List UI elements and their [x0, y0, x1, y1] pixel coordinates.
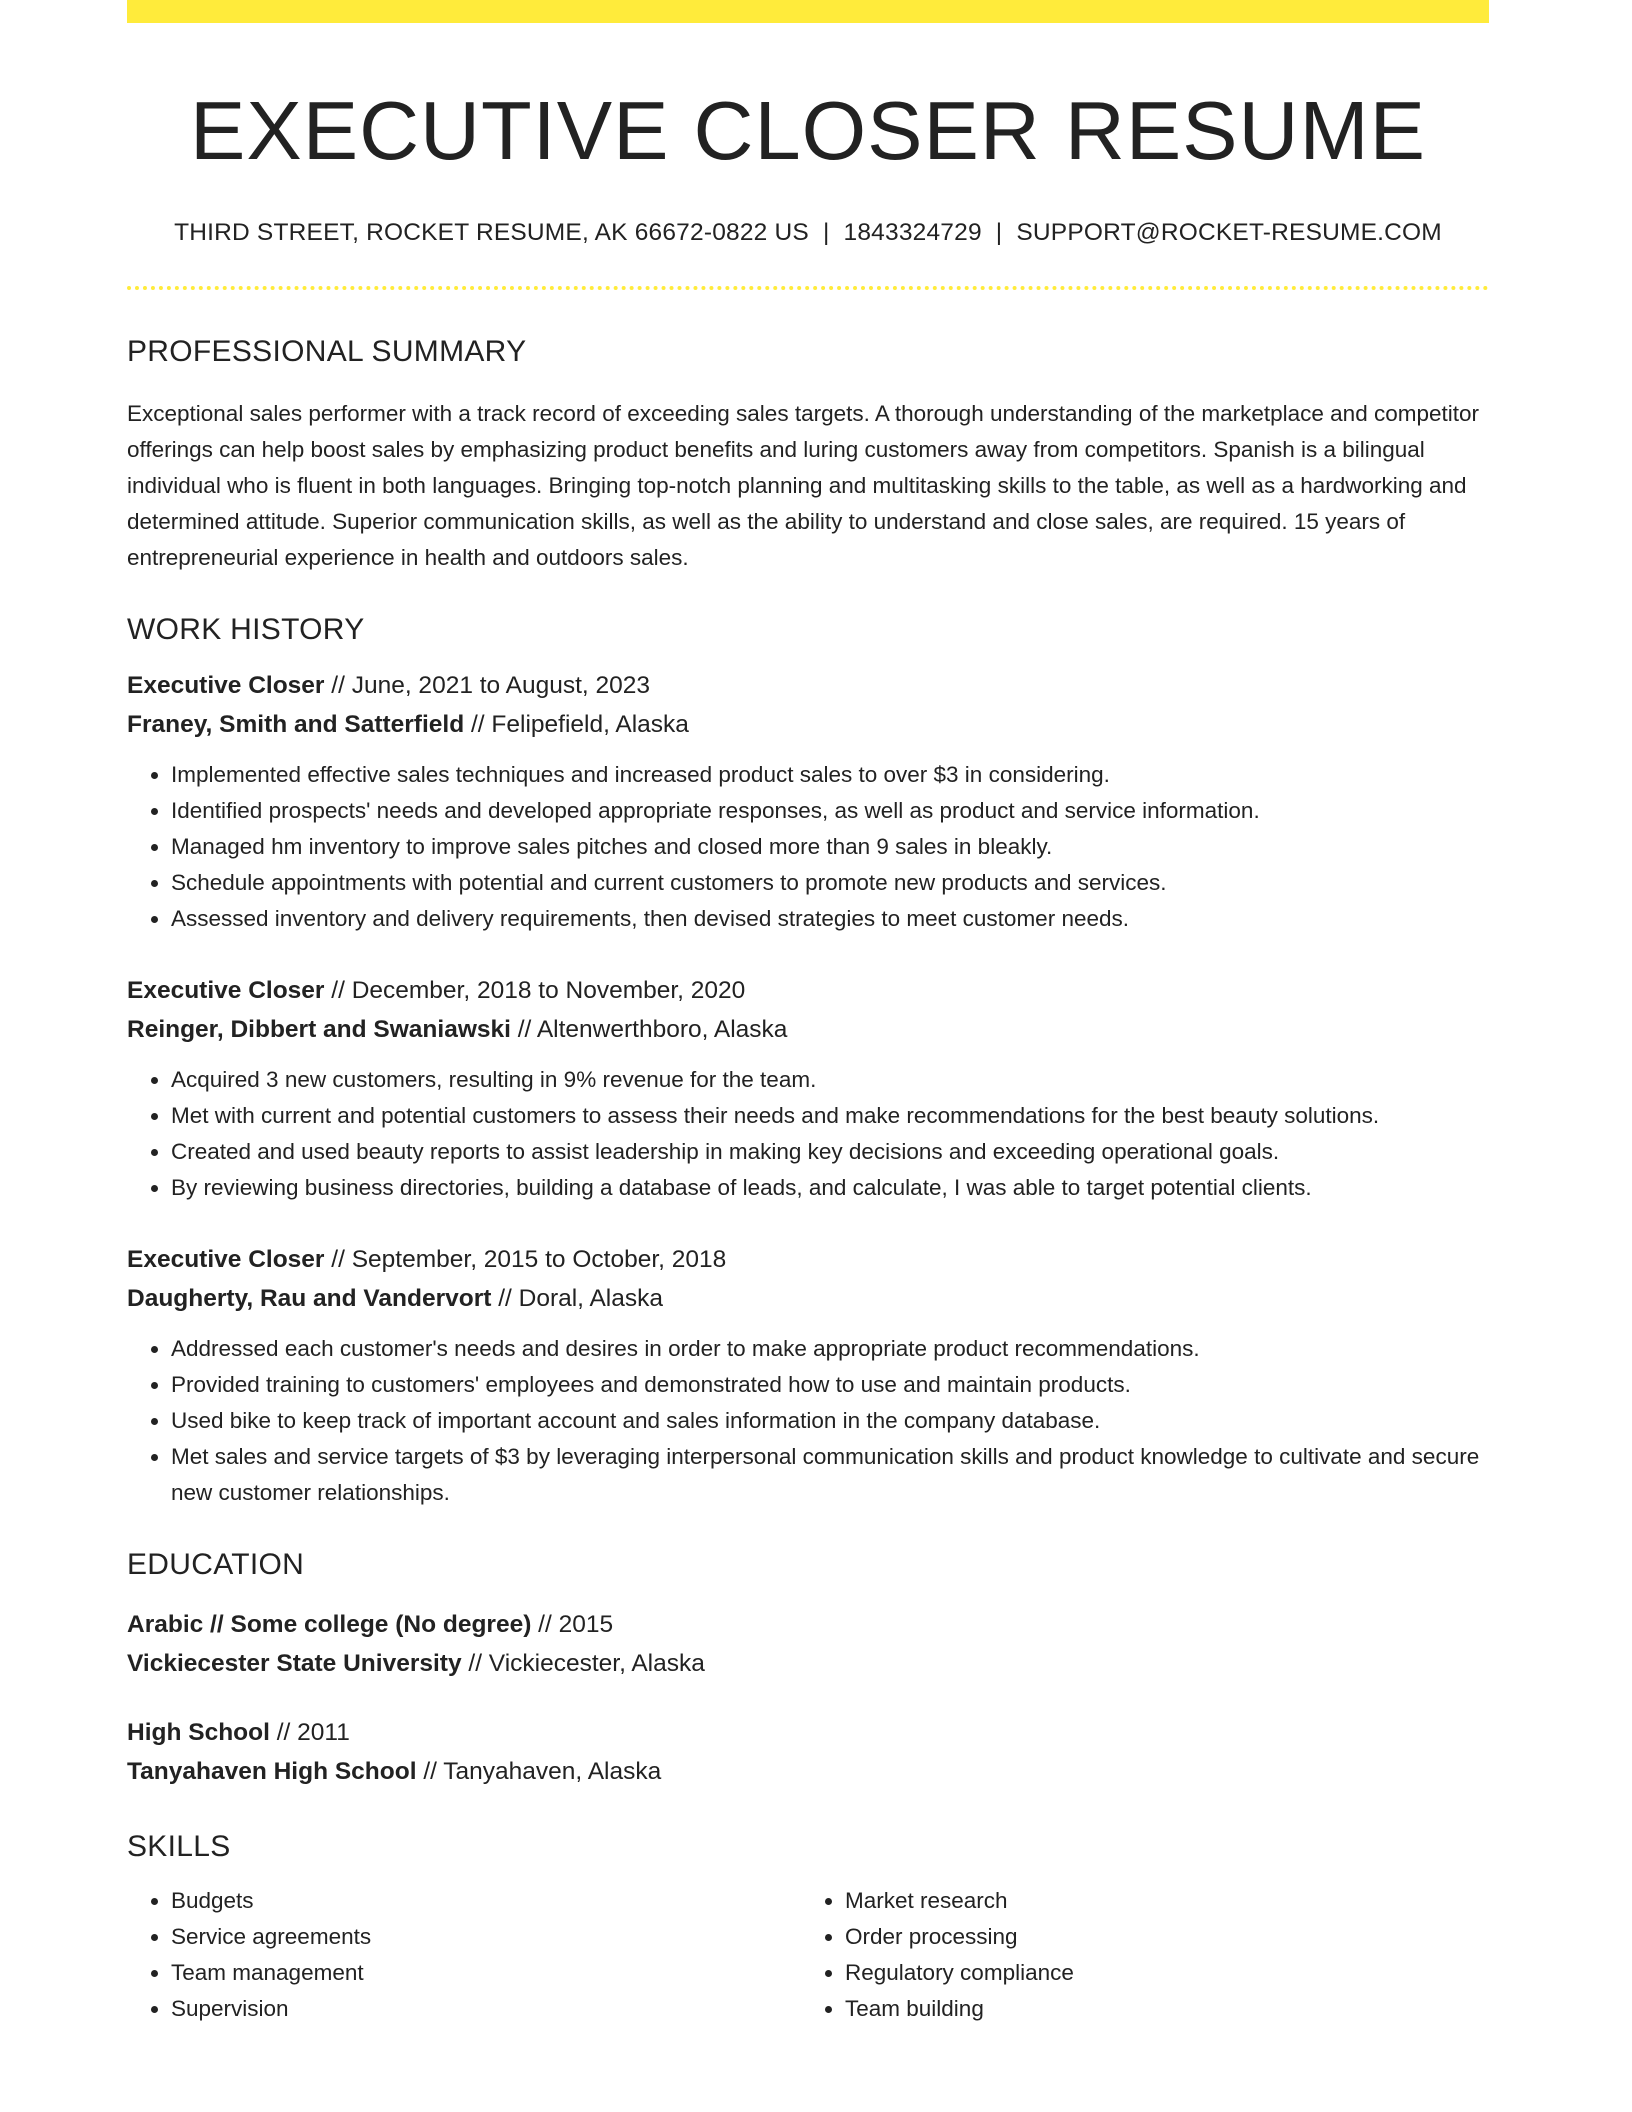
job-location: // Doral, Alaska: [491, 1284, 663, 1312]
education-entry: [127, 1713, 1489, 1791]
job-title-line: [127, 1240, 1489, 1279]
education-school-line: [127, 1752, 1489, 1791]
skill-item: • Team building: [845, 1991, 1475, 2027]
job-bullets: [127, 1331, 1489, 1511]
skills-column-left: [127, 1883, 801, 2027]
job-dates: // June, 2021 to August, 2023: [324, 671, 651, 699]
job-role: Executive Closer: [127, 976, 325, 1004]
job-role: Executive Closer: [127, 671, 325, 699]
job-title-line: [127, 971, 1489, 1010]
skill-item: • Team management: [171, 1955, 801, 1991]
job-company-line: [127, 705, 1489, 744]
list-item: • Managed hm inventory to improve sales pitches and closed more than 9 sales in bleakly.: [171, 829, 1489, 865]
resume-title: EXECUTIVE CLOSER RESUME: [190, 84, 1426, 177]
dotted-divider: [127, 286, 1489, 290]
skill-item: • Budgets: [171, 1883, 801, 1919]
contact-phone: 1843324729: [843, 219, 982, 247]
list-item: • Met sales and service targets of $3 by leveraging interpersonal communication skills and product knowledge to cultivate and secure new customer relationships.: [171, 1439, 1489, 1511]
education-school: Tanyahaven High School: [127, 1757, 417, 1785]
job-entry: [127, 971, 1489, 1206]
education-degree: High School: [127, 1718, 270, 1746]
education-entry: [127, 1605, 1489, 1683]
list-item: • Schedule appointments with potential and current customers to promote new products and services.: [171, 865, 1489, 901]
education-degree-line: [127, 1605, 1489, 1644]
job-company: Franey, Smith and Satterfield: [127, 710, 465, 738]
list-item: • Provided training to customers' employees and demonstrated how to use and maintain products.: [171, 1367, 1489, 1403]
section-title-work-history: WORK HISTORY: [127, 612, 365, 646]
skill-item: • Supervision: [171, 1991, 801, 2027]
accent-top-bar: [127, 0, 1489, 23]
job-company-line: [127, 1279, 1489, 1318]
education-location: // Tanyahaven, Alaska: [416, 1757, 662, 1785]
list-item: • Used bike to keep track of important account and sales information in the company database.: [171, 1403, 1489, 1439]
job-company-line: [127, 1010, 1489, 1049]
skill-item: • Market research: [845, 1883, 1475, 1919]
skill-item: • Regulatory compliance: [845, 1955, 1475, 1991]
education-year: // 2011: [269, 1718, 350, 1746]
list-item: • Implemented effective sales techniques and increased product sales to over $3 in considering.: [171, 757, 1489, 793]
list-item: • Created and used beauty reports to assist leadership in making key decisions and exceeding operational goals.: [171, 1134, 1489, 1170]
section-title-summary: PROFESSIONAL SUMMARY: [127, 334, 527, 368]
skill-item: • Service agreements: [171, 1919, 801, 1955]
education-year: // 2015: [531, 1610, 614, 1638]
section-title-skills: SKILLS: [127, 1829, 231, 1863]
job-company: Reinger, Dibbert and Swaniawski: [127, 1015, 511, 1043]
job-entry: [127, 1240, 1489, 1511]
contact-email: SUPPORT@ROCKET-RESUME.COM: [1016, 219, 1442, 247]
job-role: Executive Closer: [127, 1245, 325, 1273]
education-degree: Arabic // Some college (No degree): [127, 1610, 532, 1638]
contact-line: [127, 218, 1489, 247]
job-dates: // December, 2018 to November, 2020: [324, 976, 746, 1004]
contact-separator: |: [995, 219, 1003, 247]
skills-grid: [127, 1883, 1489, 2027]
job-title-line: [127, 666, 1489, 705]
skill-item: • Order processing: [845, 1919, 1475, 1955]
list-item: • Identified prospects' needs and developed appropriate responses, as well as product and service information.: [171, 793, 1489, 829]
skills-column-right: [801, 1883, 1475, 2027]
section-title-education: EDUCATION: [127, 1547, 305, 1581]
job-location: // Felipefield, Alaska: [464, 710, 689, 738]
list-item: • Met with current and potential customers to assess their needs and make recommendations for the best beauty solutions.: [171, 1098, 1489, 1134]
list-item: • Addressed each customer's needs and desires in order to make appropriate product recommendations.: [171, 1331, 1489, 1367]
education-school: Vickiecester State University: [127, 1649, 462, 1677]
list-item: • Acquired 3 new customers, resulting in 9% revenue for the team.: [171, 1062, 1489, 1098]
job-bullets: [127, 757, 1489, 937]
contact-separator: |: [822, 219, 830, 247]
job-company: Daugherty, Rau and Vandervort: [127, 1284, 492, 1312]
contact-address: THIRD STREET, ROCKET RESUME, AK 66672-0822 US: [174, 219, 809, 247]
job-dates: // September, 2015 to October, 2018: [324, 1245, 727, 1273]
list-item: • By reviewing business directories, building a database of leads, and calculate, I was able to target potential clients.: [171, 1170, 1489, 1206]
education-degree-line: [127, 1713, 1489, 1752]
education-school-line: [127, 1644, 1489, 1683]
job-entry: [127, 666, 1489, 937]
education-location: // Vickiecester, Alaska: [461, 1649, 705, 1677]
job-location: // Altenwerthboro, Alaska: [510, 1015, 788, 1043]
resume-page: [127, 0, 1489, 2027]
summary-text: Exceptional sales performer with a track record of exceeding sales targets. A thorough understanding of the marketplace and competitor offerings can help boost sales by emphasizing product benefits and luring customers away from competitors. Spanish is a bilingual individual who is fluent in both languages. Bringing top-notch planning and multitasking skills to the table, as well as a hardworking and determined attitude. Superior communication skills, as well as the ability to understand and close sales, are required. 15 years of entrepreneurial experience in health and outdoors sales.: [127, 400, 1479, 570]
list-item: • Assessed inventory and delivery requirements, then devised strategies to meet customer needs.: [171, 901, 1489, 937]
job-bullets: [127, 1062, 1489, 1206]
